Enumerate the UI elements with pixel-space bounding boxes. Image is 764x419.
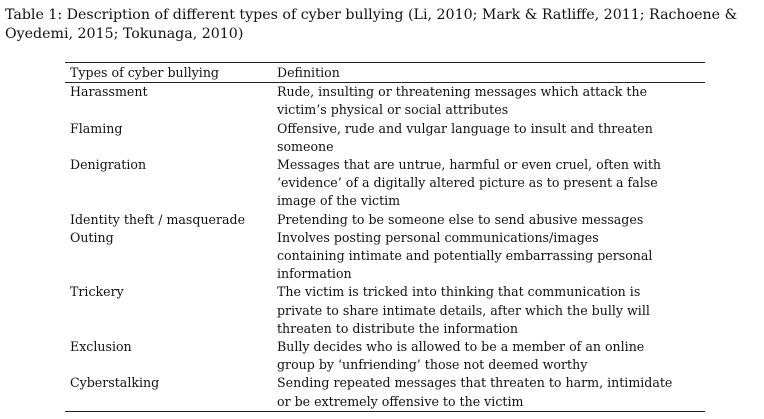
definition-line: Offensive, rude and vulgar language to insult and threaten [277, 120, 653, 136]
definition-line: Involves posting personal communications/images [277, 229, 599, 245]
header-types-of-cyber-bullying: Types of cyber bullying [70, 65, 219, 80]
cyber-bullying-definition [277, 120, 705, 156]
definition-line: image of the victim [277, 193, 401, 209]
cyber-bullying-type: Identity theft / masquerade [70, 211, 246, 227]
cyber-bullying-type: Denigration [70, 157, 147, 173]
cyberbullying-table [65, 62, 705, 412]
cyber-bullying-type: Trickery [70, 284, 124, 300]
table-row [65, 211, 705, 229]
cyber-bullying-definition [277, 211, 705, 229]
definition-line: victim’s physical or social attributes [277, 102, 509, 118]
cyber-bullying-definition [277, 283, 705, 338]
table-row [65, 374, 705, 410]
definition-line: containing intimate and potentially embarrassing personal [277, 248, 653, 264]
definition-line: Rude, insulting or threatening messages which attack the [277, 84, 648, 100]
definition-line: Pretending to be someone else to send abusive messages [277, 211, 644, 227]
table-row [65, 283, 705, 338]
table-row [65, 156, 705, 211]
definition-line: group by ‘unfriending’ those not deemed worthy [277, 357, 588, 373]
cyber-bullying-definition [277, 156, 705, 211]
header-definition: Definition [277, 65, 340, 80]
cyber-bullying-type: Harassment [70, 84, 148, 100]
definition-line: threaten to distribute the information [277, 320, 519, 336]
cyber-bullying-type: Cyberstalking [70, 375, 160, 391]
definition-line: private to share intimate details, after which the bully will [277, 302, 650, 318]
table-header-row [65, 63, 705, 82]
cyber-bullying-definition [277, 83, 705, 119]
definition-line: The victim is tricked into thinking that communication is [277, 284, 641, 300]
definition-line: someone [277, 138, 334, 154]
cyber-bullying-definition [277, 338, 705, 374]
definition-line: ‘evidence’ of a digitally altered picture as to present a false [277, 175, 658, 191]
definition-line: Messages that are untrue, harmful or even cruel, often with [277, 157, 662, 173]
table-row [65, 229, 705, 284]
table-row [65, 120, 705, 156]
definition-line: Bully decides who is allowed to be a member of an online [277, 339, 645, 355]
table-row [65, 338, 705, 374]
table-caption: Table 1: Description of different types of cyber bullying (Li, 2010; Mark & Ratliffe, 2011; Rachoene & Oyedemi, 2015; Tokunaga, 2010) [5, 7, 738, 42]
table-row [65, 83, 705, 119]
cyber-bullying-definition [277, 374, 705, 410]
table-bottom-rule [65, 411, 705, 412]
definition-line: or be extremely offensive to the victim [277, 393, 524, 409]
cyber-bullying-definition [277, 229, 705, 284]
cyber-bullying-type: Flaming [70, 120, 123, 136]
table-body [65, 83, 705, 411]
cyber-bullying-type: Outing [70, 229, 114, 245]
definition-line: information [277, 266, 352, 282]
cyber-bullying-type: Exclusion [70, 339, 132, 355]
definition-line: Sending repeated messages that threaten to harm, intimidate [277, 375, 673, 391]
